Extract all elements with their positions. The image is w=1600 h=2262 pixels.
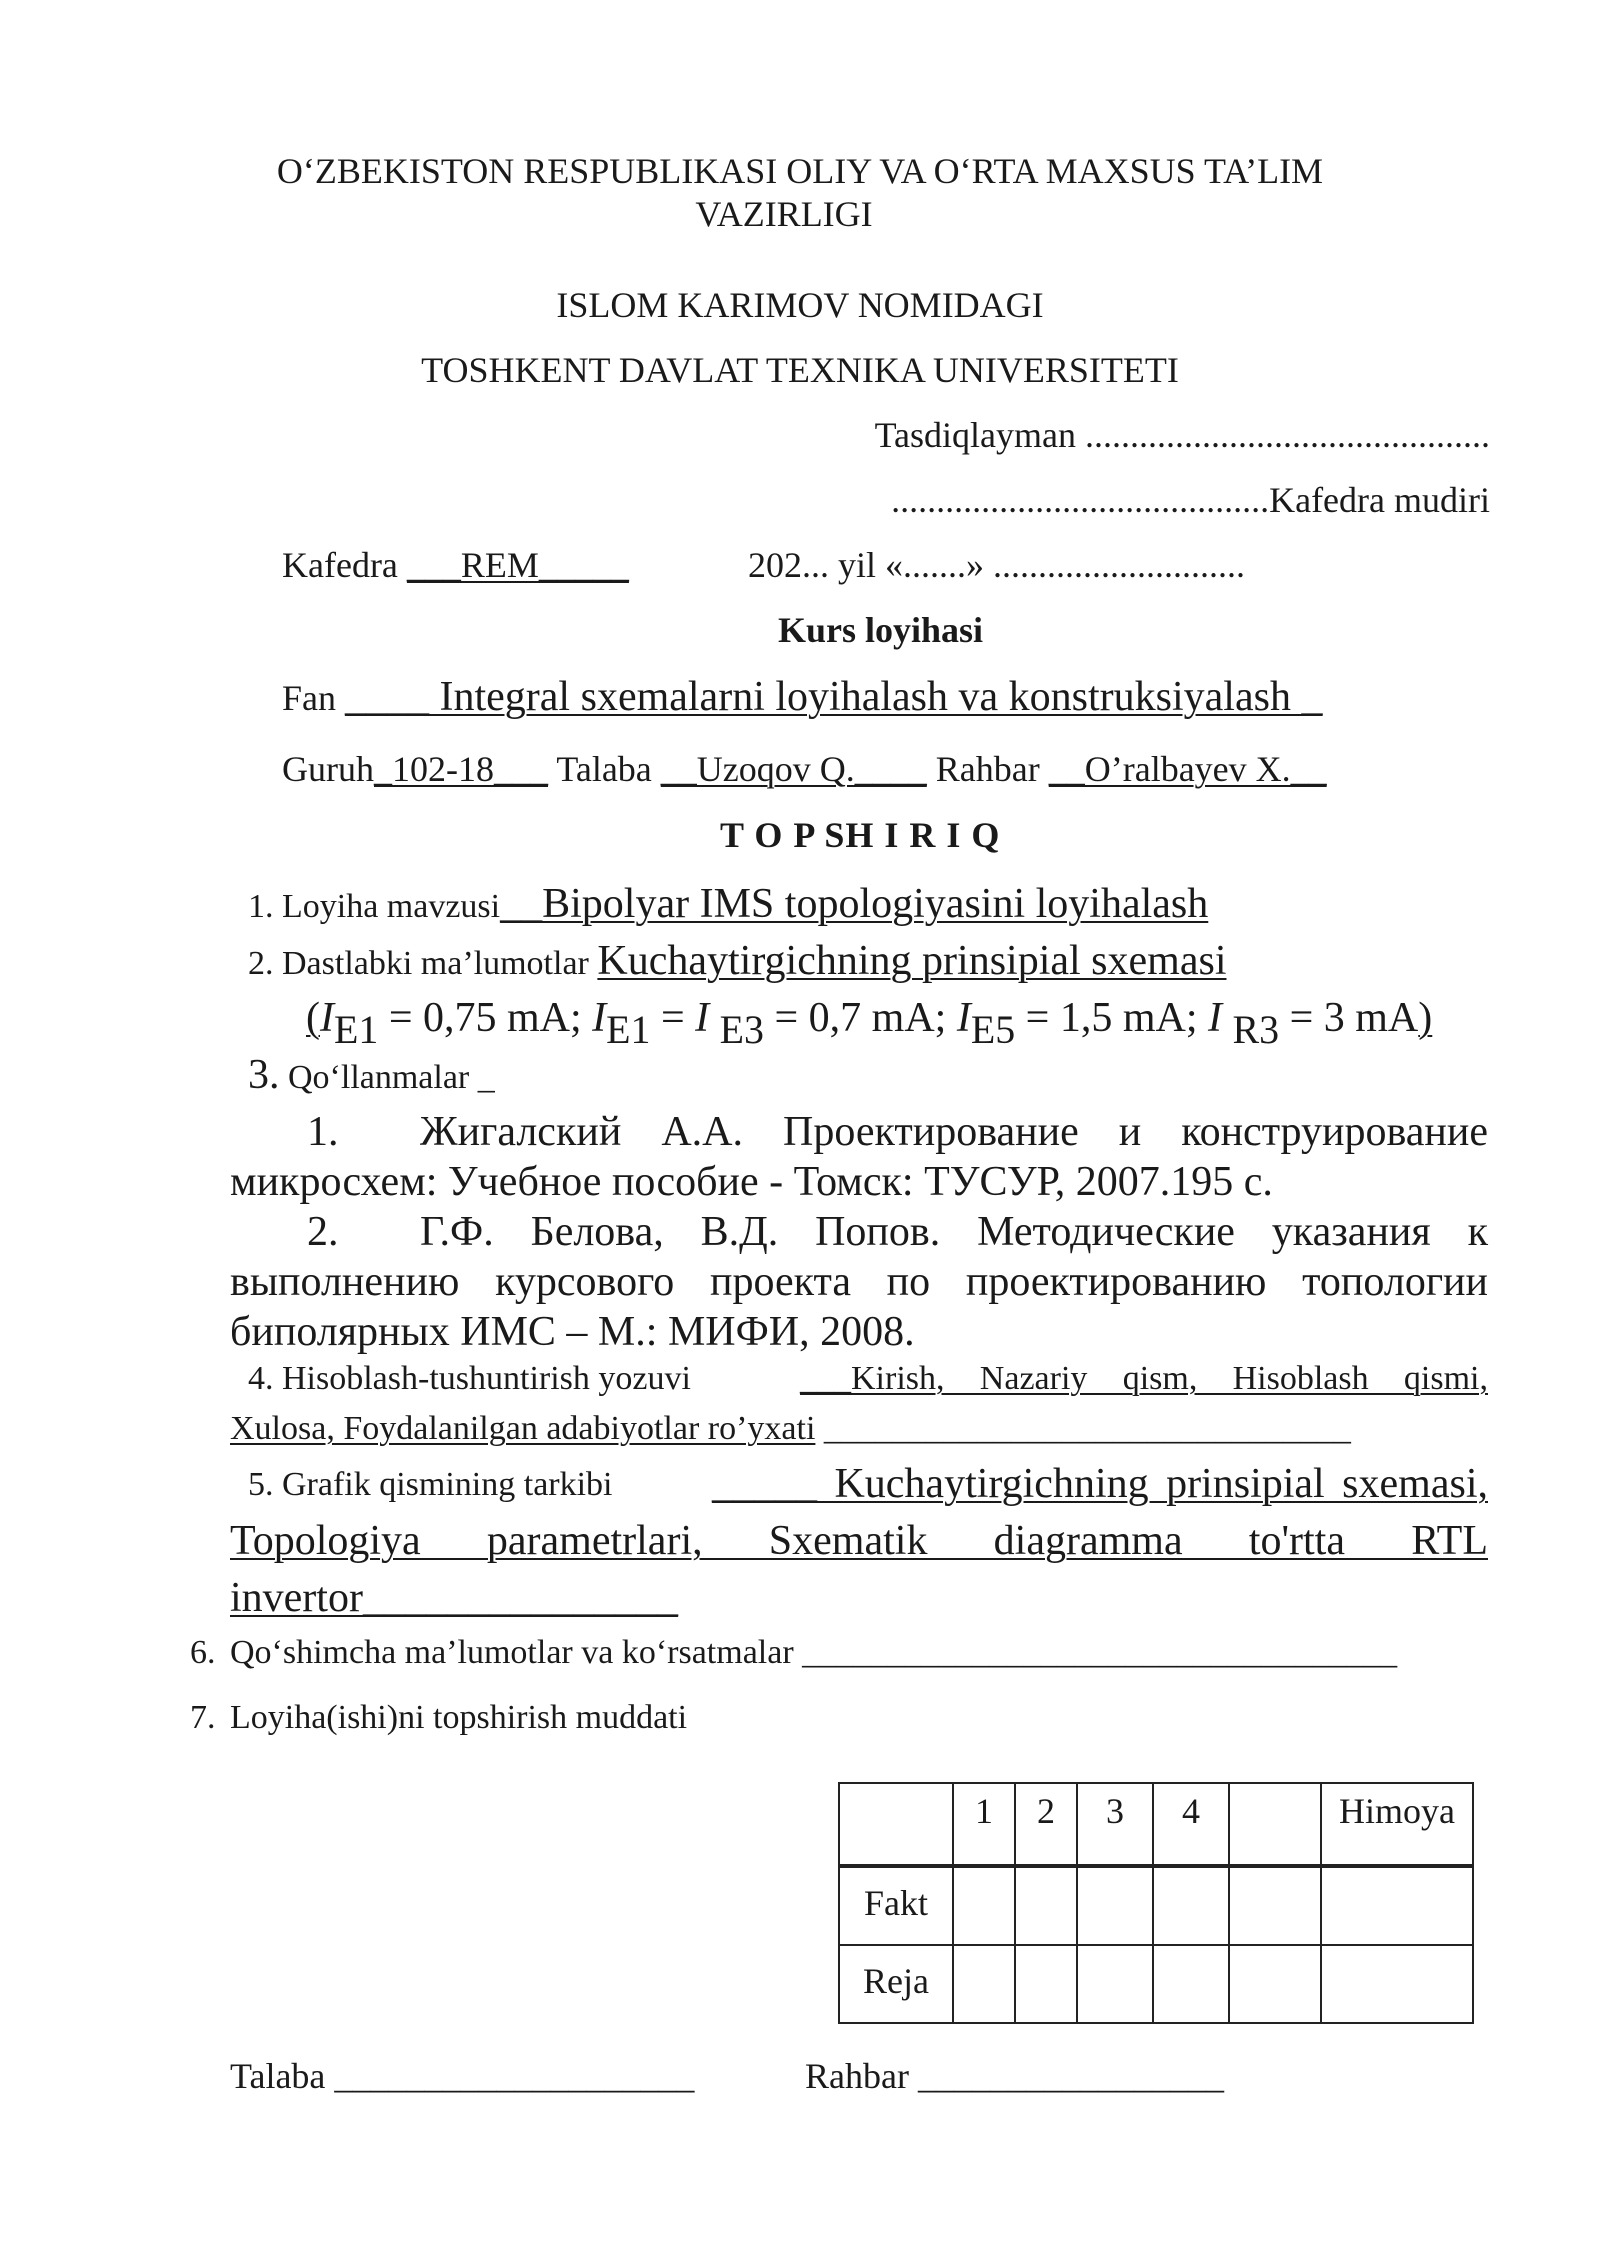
param-symbol-2: I: [592, 995, 607, 1041]
item7-label: Loyiha(ishi)ni topshirish muddati: [230, 1699, 688, 1736]
supervisor-label: Rahbar: [935, 749, 1049, 789]
param-sub-1: E1: [334, 1006, 379, 1052]
schedule-cell: [1153, 1945, 1229, 2023]
param-sub-5: R3: [1232, 1006, 1280, 1052]
item-topic: [248, 880, 1208, 928]
schedule-header-cell: 2: [1015, 1783, 1077, 1866]
item5-value-line3: invertor_______________: [230, 1575, 678, 1621]
item4-value-line1: ___Kirish, Nazariy qism, Hisoblash qismi,: [800, 1360, 1488, 1397]
info-row: [282, 748, 1327, 790]
schedule-table: [838, 1782, 1474, 2024]
ref1-line2: микросхем: Учебное пособие - Томск: ТУСУР, 2007.195 с.: [230, 1159, 1273, 1205]
schedule-header-cell: 1: [953, 1783, 1015, 1866]
ref1-number: 1.: [307, 1109, 339, 1155]
supervisor-value: __O’ralbayev X.__: [1048, 749, 1327, 789]
schedule-row-reja: [839, 1945, 1473, 2023]
schedule-cell: [1229, 1866, 1321, 1945]
schedule-cell: [1321, 1945, 1473, 2023]
item4-value-line2: Xulosa, Foydalanilgan adabiyotlar ro’yxati: [230, 1410, 816, 1447]
item6-blank-line: ___________________________________: [802, 1634, 1398, 1671]
param-symbol-4: I: [956, 995, 971, 1041]
approve-line: Tasdiqlayman .............................................: [874, 415, 1490, 455]
ministry-title-cont: VAZIRLIGI: [695, 194, 873, 234]
schedule-cell: [1321, 1866, 1473, 1945]
date-line: 202... yil «.......» ............................: [748, 545, 1246, 585]
param-symbol-5: I: [1208, 995, 1223, 1041]
subject-label: Fan: [282, 678, 345, 718]
item-initial-data: [248, 937, 1227, 985]
item6-row: [230, 1634, 1397, 1672]
item-manuals: [248, 1051, 495, 1099]
param-value-4: = 3 mA: [1279, 995, 1419, 1041]
param-value-1: = 0,75 mA;: [378, 995, 593, 1041]
schedule-row-label: Reja: [839, 1945, 953, 2023]
schedule-cell: [1077, 1866, 1153, 1945]
item6-label: Qo‘shimcha ma’lumotlar va ko‘rsatmalar: [230, 1634, 803, 1671]
student-label: Talaba: [556, 749, 661, 789]
parameters-line: [306, 994, 1432, 1053]
topic-value: __Bipolyar IMS topologiyasini loyihalash: [500, 881, 1209, 927]
ref2-line3: биполярных ИМС – М.: МИФИ, 2008.: [230, 1309, 915, 1355]
item7-number: 7.: [190, 1699, 216, 1736]
param-symbol-3: I: [695, 995, 710, 1041]
item4-label: 4. Hisoblash-tushuntirish yozuvi: [248, 1360, 691, 1397]
topic-label: 1. Loyiha mavzusi: [248, 888, 501, 925]
item6-number: 6.: [190, 1634, 216, 1671]
param-value-2: = 0,7 mA;: [763, 995, 957, 1041]
item4-trailing-line: _______________________________: [815, 1410, 1351, 1447]
schedule-row-fakt: [839, 1866, 1473, 1945]
schedule-cell: [1077, 1945, 1153, 2023]
item5-value-line2: Topologiya parametrlari, Sxematik diagramma to'rtta RTL: [230, 1518, 1488, 1564]
university-name-line2: TOSHKENT DAVLAT TEXNIKA UNIVERSITETI: [421, 350, 1179, 390]
schedule-header-row: [839, 1783, 1473, 1866]
department-row: [282, 544, 629, 586]
schedule-row-label: Fakt: [839, 1866, 953, 1945]
schedule-header-cell: [1229, 1783, 1321, 1866]
item5-value-line1: _____ Kuchaytirgichning prinsipial sxemasi,: [712, 1461, 1488, 1507]
schedule-cell: [1229, 1945, 1321, 2023]
item5-label: 5. Grafik qismining tarkibi: [248, 1466, 613, 1503]
university-name-line1: ISLOM KARIMOV NOMIDAGI: [556, 285, 1044, 325]
item4-line2: [230, 1410, 1351, 1448]
group-label: Guruh: [282, 749, 374, 789]
param-open-paren: (: [306, 995, 320, 1041]
schedule-cell: [953, 1866, 1015, 1945]
param-value-3: = 1,5 mA;: [1015, 995, 1209, 1041]
schedule-header-cell: 4: [1153, 1783, 1229, 1866]
schedule-cell: [1015, 1945, 1077, 2023]
supervisor-signature-line: _________________: [917, 2056, 1224, 2096]
supervisor-signature-label: Rahbar: [805, 2056, 918, 2096]
schedule-cell: [953, 1945, 1015, 2023]
ministry-title: O‘ZBEKISTON RESPUBLIKASI OLIY VA O‘RTA MAXSUS TA’LIM: [276, 151, 1324, 191]
ref2-line1: Г.Ф. Белова, В.Д. Попов. Методические указания к: [420, 1209, 1488, 1255]
student-signature-label: Talaba: [230, 2056, 335, 2096]
ref2-number: 2.: [307, 1209, 339, 1255]
ref2-line2: выполнению курсового проекта по проектированию топологии: [230, 1259, 1488, 1305]
department-head-line: ..........................................Kafedra mudiri: [891, 480, 1490, 520]
project-title: Kurs loyihasi: [778, 610, 984, 650]
student-signature: [230, 2055, 694, 2097]
assignment-title: T O P SH I R I Q: [720, 815, 1001, 855]
department-value: ___REM_____: [406, 545, 629, 585]
department-label: Kafedra: [282, 545, 407, 585]
param-eq: =: [650, 995, 696, 1041]
param-sub-4: E5: [970, 1006, 1016, 1052]
param-symbol-1: I: [320, 995, 334, 1041]
initial-data-label: 2. Dastlabki ma’lumotlar: [248, 945, 598, 982]
ref1-line1: Жигалский А.А. Проектирование и конструирование: [420, 1109, 1488, 1155]
subject-row: [282, 673, 1322, 721]
manuals-label: Qo‘llanmalar _: [279, 1059, 495, 1096]
param-sub-3: E3: [719, 1006, 764, 1052]
schedule-header-cell: 3: [1077, 1783, 1153, 1866]
param-close-paren: ): [1418, 995, 1433, 1041]
group-value: _102-18___: [374, 749, 548, 789]
student-value: __Uzoqov Q.____: [660, 749, 927, 789]
supervisor-signature: [805, 2055, 1224, 2097]
manuals-number: 3.: [248, 1052, 280, 1098]
param-sub-2: E1: [606, 1006, 651, 1052]
schedule-cell: [1015, 1866, 1077, 1945]
subject-value: ____ Integral sxemalarni loyihalash va konstruksiyalash _: [345, 674, 1323, 720]
initial-data-value: Kuchaytirgichning prinsipial sxemasi: [597, 938, 1227, 984]
student-signature-line: ____________________: [334, 2056, 695, 2096]
schedule-cell: [1153, 1866, 1229, 1945]
schedule-header-cell: [839, 1783, 953, 1866]
schedule-header-cell: Himoya: [1321, 1783, 1473, 1866]
